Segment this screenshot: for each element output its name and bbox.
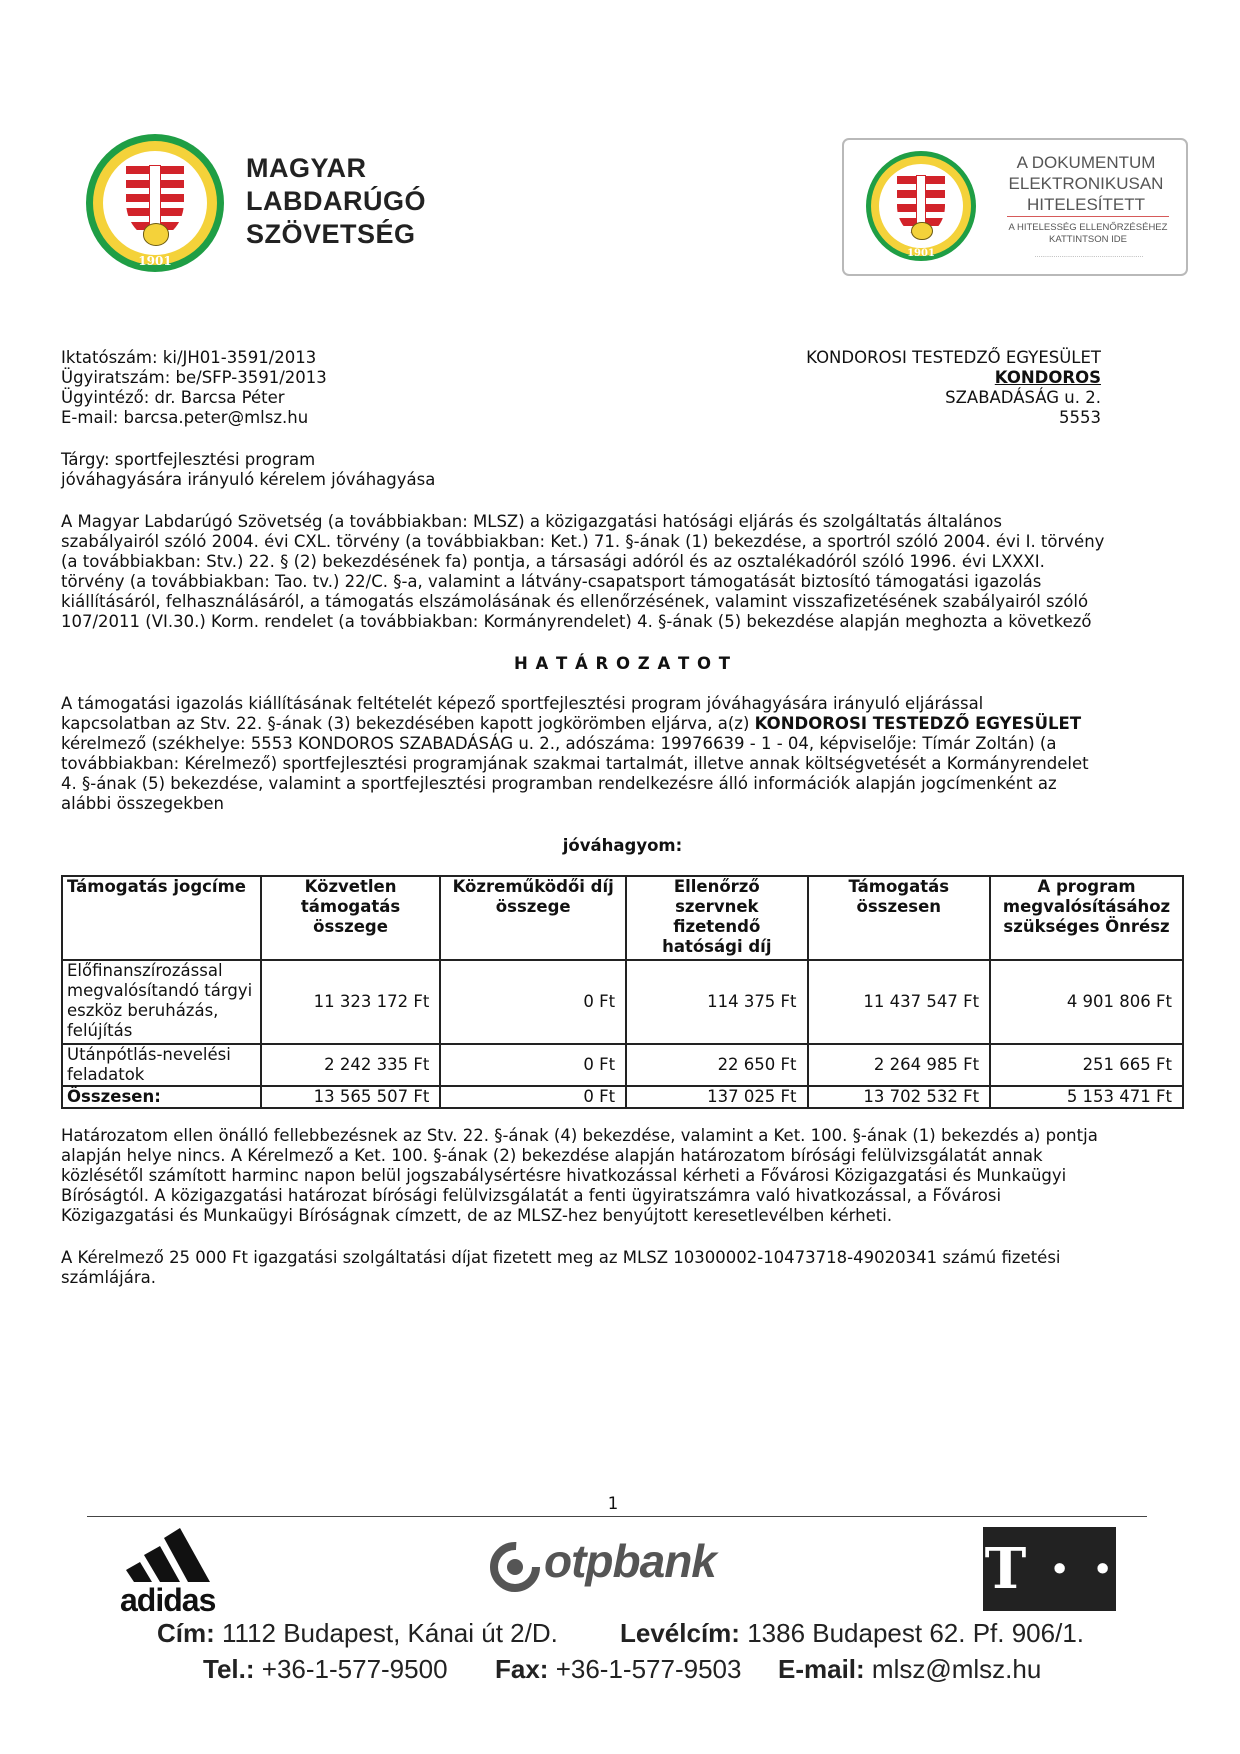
footer-tel [203,1654,448,1685]
adidas-wordmark: adidas [120,1582,216,1618]
auth-title-line: HITELESÍTETT [1026,195,1146,214]
reference-line: Ügyintéző: dr. Barcsa Péter [61,388,285,407]
otpbank-wordmark: otpbank [544,1535,716,1587]
tel-label: Tel.: [203,1654,255,1684]
postal-label: Levélcím: [620,1618,740,1648]
decision-line: 4. §-ának (5) bekezdése, valamint a sportfejlesztési programban rendelkezésre álló információk alapján jogcímenként az [61,774,1057,793]
footer-email[interactable] [778,1654,1041,1685]
auth-title-line: A DOKUMENTUM [1016,153,1156,172]
auth-crest-year: 1901 [907,248,935,259]
mlsz-name [246,152,426,251]
decision-line: kérelmező (székhelye: 5553 KONDOROS SZABADÁSÁG u. 2., adószáma: 19976639 - 1 - 04, képviselője: Tímár Zoltán) (a [61,734,1057,753]
table-cell: 22 650 Ft [626,1044,807,1086]
tel-value: +36-1-577-9500 [261,1654,448,1684]
fax-label: Fax: [495,1654,549,1684]
table-cell: 0 Ft [440,1044,626,1086]
decision-line: alábbi összegekben [61,794,224,813]
recipient-city: KONDOROS [994,368,1101,387]
table-total-row [62,1086,1183,1108]
table-cell: 5 153 471 Ft [990,1086,1183,1108]
row-label: Előfinanszírozással megvalósítandó tárgyi eszköz beruházás, felújítás [62,960,261,1044]
applicant-name: KONDOROSI TESTEDZŐ EGYESÜLET [754,714,1082,733]
recipient-block [806,348,1101,428]
adidas-logo [120,1524,250,1618]
table-header-row [62,876,1183,960]
telekom-logo [983,1527,1116,1611]
fax-value: +36-1-577-9503 [555,1654,742,1684]
decision-line: továbbiakban: Kérelmező) sportfejlesztési programjának szakmai tartalmát, illetve annak költségvetését a Kormányrendelet [61,754,1089,773]
page-number: 1 [607,1494,619,1513]
mlsz-crest-logo [86,134,224,272]
decision-heading: H A T Á R O Z A T O T [513,654,732,673]
fee-line: számlájára. [61,1268,156,1287]
footer-address-line [157,1618,558,1649]
auth-divider [1007,216,1169,217]
table-header-cell: Támogatás jogcíme [62,876,261,960]
email-label: E-mail: [778,1654,865,1684]
electronic-authentication-badge[interactable] [842,138,1188,276]
table-cell: 251 665 Ft [990,1044,1183,1086]
appeal-line: Határozatom ellen önálló fellebbezésnek az Stv. 22. §-ának (4) bekezdése, valamint a Ket. 100. §-ának (1) bekezdés a) pontja [61,1126,1098,1145]
decision-paragraph [61,694,1184,814]
auth-title-line: ELEKTRONIKUSAN [1008,174,1164,193]
footer-postal-line [620,1618,1084,1649]
reference-line: E-mail: barcsa.peter@mlsz.hu [61,408,309,427]
table-cell: 0 Ft [440,1086,626,1108]
intro-line: 107/2011 (VI.30.) Korm. rendelet (a továbbiakban: Kormányrendelet) 4. §-ának (5) bekezdése alapján meghozta a következő [61,612,1092,631]
recipient-street: SZABADÁSÁG u. 2. [945,388,1101,407]
table-header-cell: Ellenőrző szervnek fizetendő hatósági díj [626,876,807,960]
approve-heading: jóváhagyom: [562,836,683,855]
auth-fine-print: ························································· [1034,254,1144,261]
subject-line: jóváhagyására irányuló kérelem jóváhagyása [61,470,436,489]
appeal-paragraph [61,1126,1184,1226]
table-cell: 2 264 985 Ft [808,1044,991,1086]
intro-line: kiállításáról, felhasználásáról, a támogatás elszámolásának és ellenőrzésének, valamint visszafizetésének szabályairól szóló [61,592,1089,611]
appeal-line: Közigazgatási és Munkaügyi Bíróságnak címzett, de az MLSZ-hez benyújtott keresetlevélben kérheti. [61,1206,893,1225]
appeal-line: alapján helye nincs. A Kérelmező a Ket. 100. §-ának (2) bekezdése alapján határozatom bírósági felülvizsgálatát annak [61,1146,1043,1165]
appeal-line: Bíróságtól. A közigazgatási határozat bírósági felülvizsgálatát a fenti ügyiratszámra való hivatkozással, a Fővárosi [61,1186,1002,1205]
support-table [61,875,1184,1109]
telekom-mark: T · · [984,1536,1115,1602]
table-cell: 2 242 335 Ft [261,1044,441,1086]
footer-fax [495,1654,741,1685]
fee-line: A Kérelmező 25 000 Ft igazgatási szolgáltatási díjat fizetett meg az MLSZ 10300002-10473718-49020341 számú fizetési [61,1248,1061,1267]
otpbank-logo [490,1534,740,1598]
table-cell: 0 Ft [440,960,626,1044]
table-header-cell: Közvetlen támogatás összege [261,876,441,960]
reference-line: Iktatószám: ki/JH01-3591/2013 [61,348,317,367]
address-value: 1112 Budapest, Kánai út 2/D. [222,1618,558,1648]
postal-value: 1386 Budapest 62. Pf. 906/1. [747,1618,1085,1648]
table-header-cell: Közreműködői díj összege [440,876,626,960]
crest-year: 1901 [138,254,172,268]
table-cell: 4 901 806 Ft [990,960,1183,1044]
recipient-name: KONDOROSI TESTEDZŐ EGYESÜLET [806,348,1101,367]
subject [61,450,435,490]
recipient-zip: 5553 [1059,408,1101,427]
table-row [62,1044,1183,1086]
intro-line: szabályairól szóló 2004. évi CXL. törvény (a továbbiakban: Ket.) 71. §-ának (1) bekezdése, a sportról szóló 2004. évi I. törvény [61,532,1105,551]
appeal-line: közlésétől számított harminc napon belül jogszabálysértésre hivatkozással kérheti a Fővárosi Közigazgatási és Munkaügyi [61,1166,1067,1185]
intro-paragraph [61,512,1184,632]
auth-verify-link[interactable] [1004,222,1172,246]
table-cell: 11 437 547 Ft [808,960,991,1044]
table-header-cell: Támogatás összesen [808,876,991,960]
row-label: Utánpótlás-nevelési feladatok [62,1044,261,1086]
row-label: Összesen: [62,1086,261,1108]
intro-line: A Magyar Labdarúgó Szövetség (a továbbiakban: MLSZ) a közigazgatási hatósági eljárás és szolgáltatás általános [61,512,1002,531]
mlsz-name-line: LABDARÚGÓ [246,186,426,216]
reference-line: Ügyiratszám: be/SFP-3591/2013 [61,368,327,387]
address-label: Cím: [157,1618,215,1648]
table-cell: 13 702 532 Ft [808,1086,991,1108]
auth-sub-line: A HITELESSÉG ELLENŐRZÉSÉHEZ [1008,222,1168,233]
intro-line: törvény (a továbbiakban: Tao. tv.) 22/C. §-a, valamint a látvány-csapatsport támogatását biztosító támogatási igazolás [61,572,1042,591]
intro-line: (a továbbiakban: Stv.) 22. § (2) bekezdésének fa) pontja, a társasági adóról és az osztalékadóról szóló 1996. évi LXXXI. [61,552,1045,571]
reference-block [61,348,327,428]
subject-line: Tárgy: sportfejlesztési program [61,450,316,469]
mlsz-name-line: MAGYAR [246,153,367,183]
table-row [62,960,1183,1044]
decision-line: A támogatási igazolás kiállításának feltételét képező sportfejlesztési program jóváhagyására irányuló eljárással [61,694,984,713]
auth-crest-logo [866,151,976,261]
table-cell: 11 323 172 Ft [261,960,441,1044]
footer-divider [87,1516,1147,1517]
mlsz-name-line: SZÖVETSÉG [246,219,416,249]
auth-sub-line: KATTINTSON IDE [1049,234,1127,245]
auth-title [1006,152,1166,215]
table-header-cell: A program megvalósításához szükséges Önrész [990,876,1183,960]
fee-paragraph [61,1248,1184,1288]
table-cell: 137 025 Ft [626,1086,807,1108]
email-value[interactable]: mlsz@mlsz.hu [871,1654,1042,1684]
table-cell: 114 375 Ft [626,960,807,1044]
table-cell: 13 565 507 Ft [261,1086,441,1108]
decision-line: kapcsolatban az Stv. 22. §-ának (3) bekezdésében kapott jogkörömben eljárva, a(z) KONDOROSI TESTEDZŐ EGYESÜLET [61,714,1082,733]
